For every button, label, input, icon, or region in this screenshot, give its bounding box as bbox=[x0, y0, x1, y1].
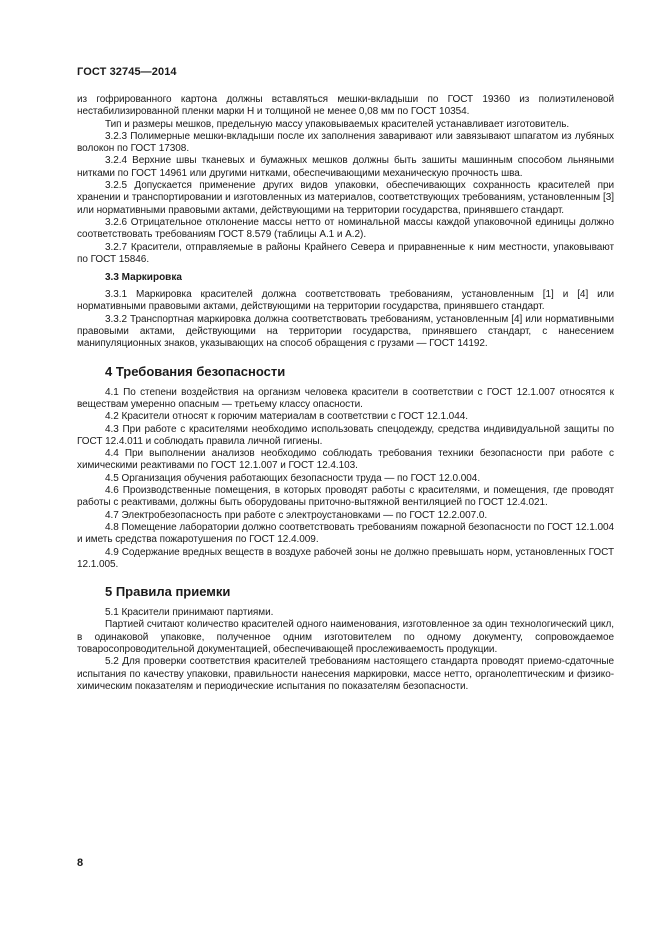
paragraph: из гофрированного картона должны вставляться мешки-вкладыши по ГОСТ 19360 из полиэтиленовой нестабилизированной пленки марки Н и толщиной не менее 0,08 мм по ГОСТ 10354. bbox=[77, 94, 614, 118]
paragraph: 5.2 Для проверки соответствия красителей требованиям настоящего стандарта проводят приемо-сдаточные испытания по качеству упаковки, правильности нанесения маркировки, массе нетто, органолептическим и физико-химическим показателям и периодические испытания по показателям безопасности. bbox=[77, 656, 614, 692]
paragraph: 4.5 Организация обучения работающих безопасности труда — по ГОСТ 12.0.004. bbox=[105, 472, 481, 484]
paragraph: 3.3.2 Транспортная маркировка должна соответствовать требованиям, установленным [4] или нормативными правовыми актами, действующими на территории государства, принявшего стандарт, с нанесением манипуляционных знаков, указывающих на способ обращения с грузами — ГОСТ 14192. bbox=[77, 313, 614, 350]
paragraph: 4.6 Производственные помещения, в которых проводят работы с красителями, и помещения, где проводят работы с реактивами, должны быть оборудованы приточно-вытяжной вентиляцией по ГОСТ 12.4.021. bbox=[77, 485, 614, 509]
paragraph: 3.2.7 Красители, отправляемые в районы Крайнего Севера и приравненные к ним местности, упаковывают по ГОСТ 15846. bbox=[77, 241, 614, 265]
paragraph: 3.3.1 Маркировка красителей должна соответствовать требованиям, установленным [1] и [4] или нормативными правовыми актами, действующими на территории государства, принявшего стандарт. bbox=[77, 289, 614, 313]
section-title: 5 Правила приемки bbox=[105, 584, 231, 600]
paragraph: 4.9 Содержание вредных веществ в воздухе рабочей зоны не должно превышать норм, установленных ГОСТ 12.1.005. bbox=[77, 546, 614, 570]
paragraph: 4.7 Электробезопасность при работе с электроустановками — по ГОСТ 12.2.007.0. bbox=[105, 509, 488, 521]
paragraph: Тип и размеры мешков, предельную массу упаковываемых красителей устанавливает изготовитель. bbox=[105, 118, 570, 130]
paragraph: 4.4 При выполнении анализов необходимо соблюдать требования техники безопасности при работе с химическими реактивами по ГОСТ 12.1.007 и ГОСТ 12.4.103. bbox=[77, 448, 614, 472]
section-title: 4 Требования безопасности bbox=[105, 363, 286, 379]
paragraph: 3.2.5 Допускается применение других видов упаковки, обеспечивающих сохранность красителей при хранении и транспортировании и изготовленных из материалов, соответствующих требованиям, установленным [3] или нормативными правовыми актами, действующими на территории государства, принявшего стандарт. bbox=[77, 180, 614, 216]
paragraph: 4.8 Помещение лаборатории должно соответствовать требованиям пожарной безопасности по ГОСТ 12.1.004 и иметь средства пожаротушения по ГОСТ 12.4.009. bbox=[77, 521, 614, 546]
paragraph: 5.1 Красители принимают партиями. bbox=[105, 607, 274, 619]
document-body bbox=[77, 94, 614, 693]
paragraph: 4.1 По степени воздействия на организм человека красители в соответствии с ГОСТ 12.1.007 относятся к веществам умеренно опасным — третьему классу опасности. bbox=[77, 386, 614, 410]
subsection-title: 3.3 Маркировка bbox=[105, 272, 182, 284]
document-header: ГОСТ 32745—2014 bbox=[77, 66, 177, 78]
paragraph: 3.2.6 Отрицательное отклонение массы нетто от номинальной массы каждой упаковочной единицы должно соответствовать требованиям ГОСТ 8.579 (таблицы А.1 и А.2). bbox=[77, 216, 614, 241]
paragraph: 3.2.3 Полимерные мешки-вкладыши после их заполнения заваривают или завязывают шпагатом из лубяных волокон по ГОСТ 17308. bbox=[77, 130, 614, 155]
paragraph: 4.2 Красители относят к горючим материалам в соответствии с ГОСТ 12.1.044. bbox=[105, 411, 468, 423]
page-number: 8 bbox=[77, 857, 84, 869]
paragraph: Партией считают количество красителей одного наименования, изготовленное за один технологический цикл, в одинаковой упаковке, полученное одним изготовителем по одному документу, сопровождаемое товаросопроводительной документацией, обеспечивающей прослеживаемость продукции. bbox=[77, 619, 614, 655]
paragraph: 4.3 При работе с красителями необходимо использовать спецодежду, средства индивидуальной защиты по ГОСТ 12.4.011 и соблюдать правила личной гигиены. bbox=[77, 423, 614, 447]
paragraph: 3.2.4 Верхние швы тканевых и бумажных мешков должны быть зашиты машинным способом льняными нитками по ГОСТ 14961 или другими нитками, обеспечивающими механическую прочность шва. bbox=[77, 155, 614, 179]
